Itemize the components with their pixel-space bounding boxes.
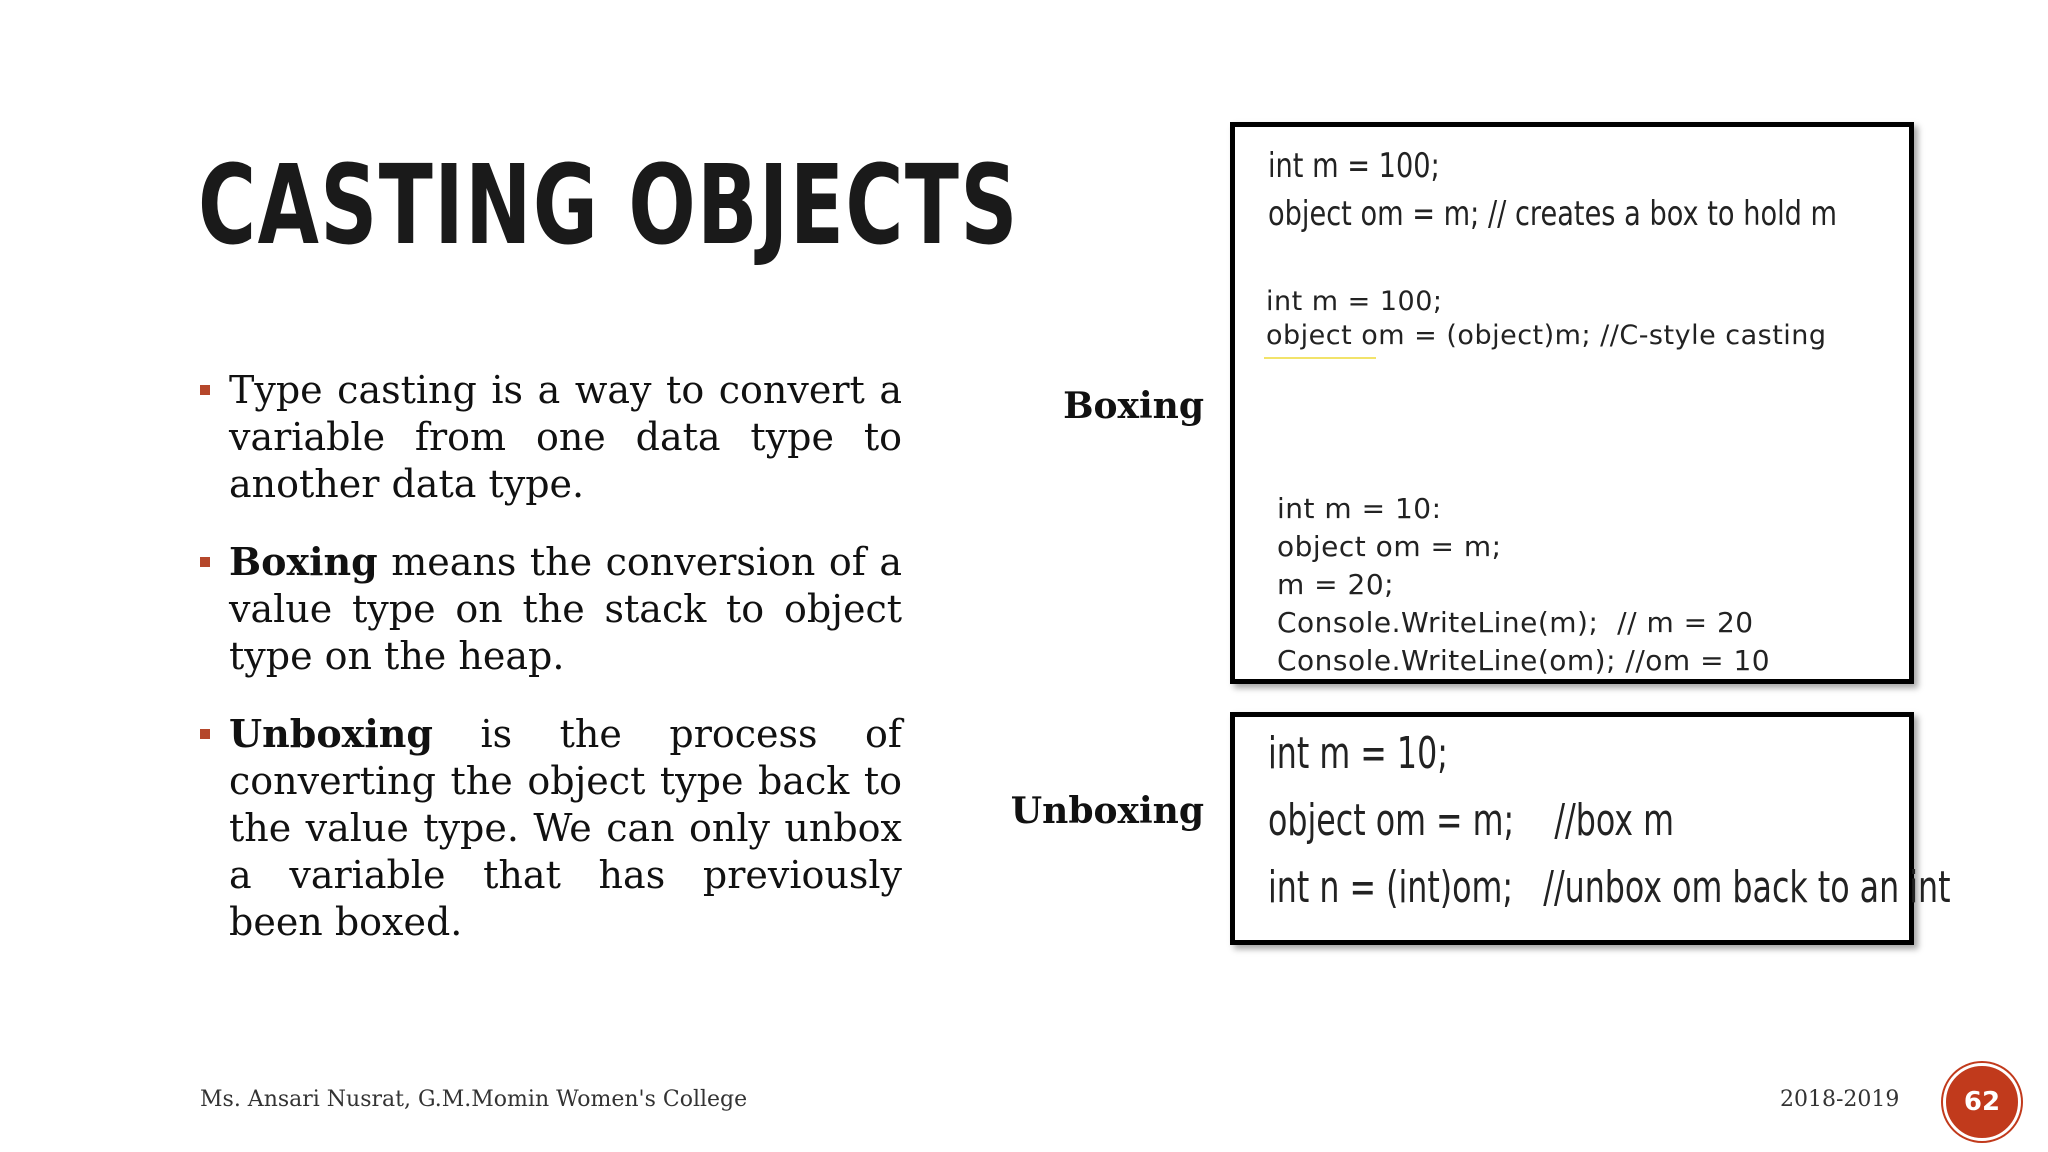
code-line: int m = 10; — [1268, 728, 1448, 779]
code-line: object om = m; //box m — [1268, 795, 1674, 846]
page-number-badge: 62 — [1943, 1063, 2021, 1141]
square-bullet-icon — [200, 557, 210, 567]
code-line: object om = m; — [1277, 530, 1502, 563]
code-line: int m = 100; — [1266, 286, 1443, 317]
boxing-code-block-3 — [1277, 490, 1770, 680]
unboxing-code-block — [1268, 720, 1951, 921]
code-line: int m = 100; — [1268, 146, 1440, 186]
square-bullet-icon — [200, 385, 210, 395]
boxing-code-block-1 — [1268, 142, 1837, 238]
footer-author: Ms. Ansari Nusrat, G.M.Momin Women's College — [200, 1087, 748, 1112]
square-bullet-icon — [200, 729, 210, 739]
bullet-text: means the conversion of a value type on the stack to object type on the heap. — [229, 540, 902, 678]
bullet-text: is the process of converting the object type back to the value type. We can only unbox a variable that has previously been boxed. — [229, 712, 902, 944]
code-line: m = 20; — [1277, 568, 1395, 601]
bullet-item — [200, 538, 902, 680]
footer-year: 2018-2019 — [1780, 1087, 1900, 1112]
slide-title: CASTING OBJECTS — [198, 141, 1019, 269]
code-line: object om = (object)m; //C-style casting — [1266, 320, 1827, 351]
highlight-underline — [1264, 357, 1376, 359]
boxing-label: Boxing — [1063, 385, 1204, 427]
bullet-list — [200, 366, 902, 976]
code-line: Console.WriteLine(om); //om = 10 — [1277, 644, 1771, 677]
code-line: int n = (int)om; //unbox om back to an int — [1268, 862, 1951, 913]
code-line: object om = m; // creates a box to hold m — [1268, 194, 1838, 234]
unboxing-label: Unboxing — [1010, 790, 1204, 832]
bullet-item — [200, 710, 902, 946]
bullet-bold: Unboxing — [229, 711, 433, 756]
bullet-text: Type casting is a way to convert a variable from one data type to another data type. — [229, 368, 902, 506]
code-line: int m = 10: — [1277, 492, 1442, 525]
bullet-bold: Boxing — [229, 539, 378, 584]
code-line: Console.WriteLine(m); // m = 20 — [1277, 606, 1754, 639]
boxing-code-block-2 — [1266, 285, 1827, 353]
bullet-item — [200, 366, 902, 508]
